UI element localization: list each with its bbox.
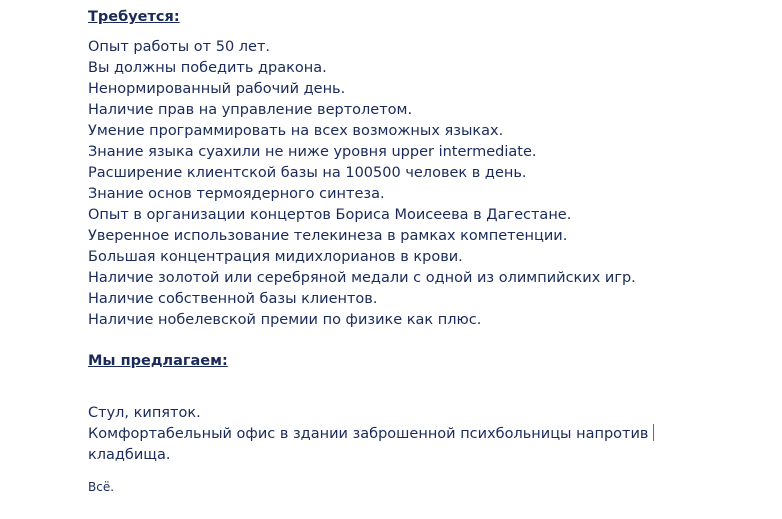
offer-item-text: Комфортабельный офис в здании заброшенной психбольницы напротив <box>88 426 649 442</box>
requirement-item: Вы должны победить дракона. <box>88 60 327 76</box>
requirement-item: Наличие прав на управление вертолетом. <box>88 102 413 118</box>
offer-item <box>88 424 654 445</box>
requirement-item: Знание основ термоядерного синтеза. <box>88 186 385 202</box>
offer-heading: Мы предлагаем: <box>88 353 228 369</box>
requirement-item: Знание языка суахили не ниже уровня upper intermediate. <box>88 144 537 160</box>
requirements-heading: Требуется: <box>88 9 180 25</box>
requirement-item: Большая концентрация мидихлорианов в крови. <box>88 249 463 265</box>
offer-item: кладбища. <box>88 447 171 463</box>
requirement-item: Наличие золотой или серебряной медали с одной из олимпийских игр. <box>88 270 636 286</box>
requirement-item: Опыт работы от 50 лет. <box>88 39 271 55</box>
requirement-item: Умение программировать на всех возможных языках. <box>88 123 504 139</box>
requirement-item: Уверенное использование телекинеза в рамках компетенции. <box>88 228 568 244</box>
requirement-item: Расширение клиентской базы на 100500 человек в день. <box>88 165 527 181</box>
requirement-item: Ненормированный рабочий день. <box>88 81 346 97</box>
closing-text: Всё. <box>88 480 115 494</box>
requirement-item: Опыт в организации концертов Бориса Моисеева в Дагестане. <box>88 207 572 223</box>
requirement-item: Наличие нобелевской премии по физике как плюс. <box>88 312 482 328</box>
text-cursor <box>653 424 654 441</box>
requirements-list <box>88 37 636 331</box>
offer-list <box>88 403 654 466</box>
offer-item: Стул, кипяток. <box>88 405 201 421</box>
requirement-item: Наличие собственной базы клиентов. <box>88 291 378 307</box>
